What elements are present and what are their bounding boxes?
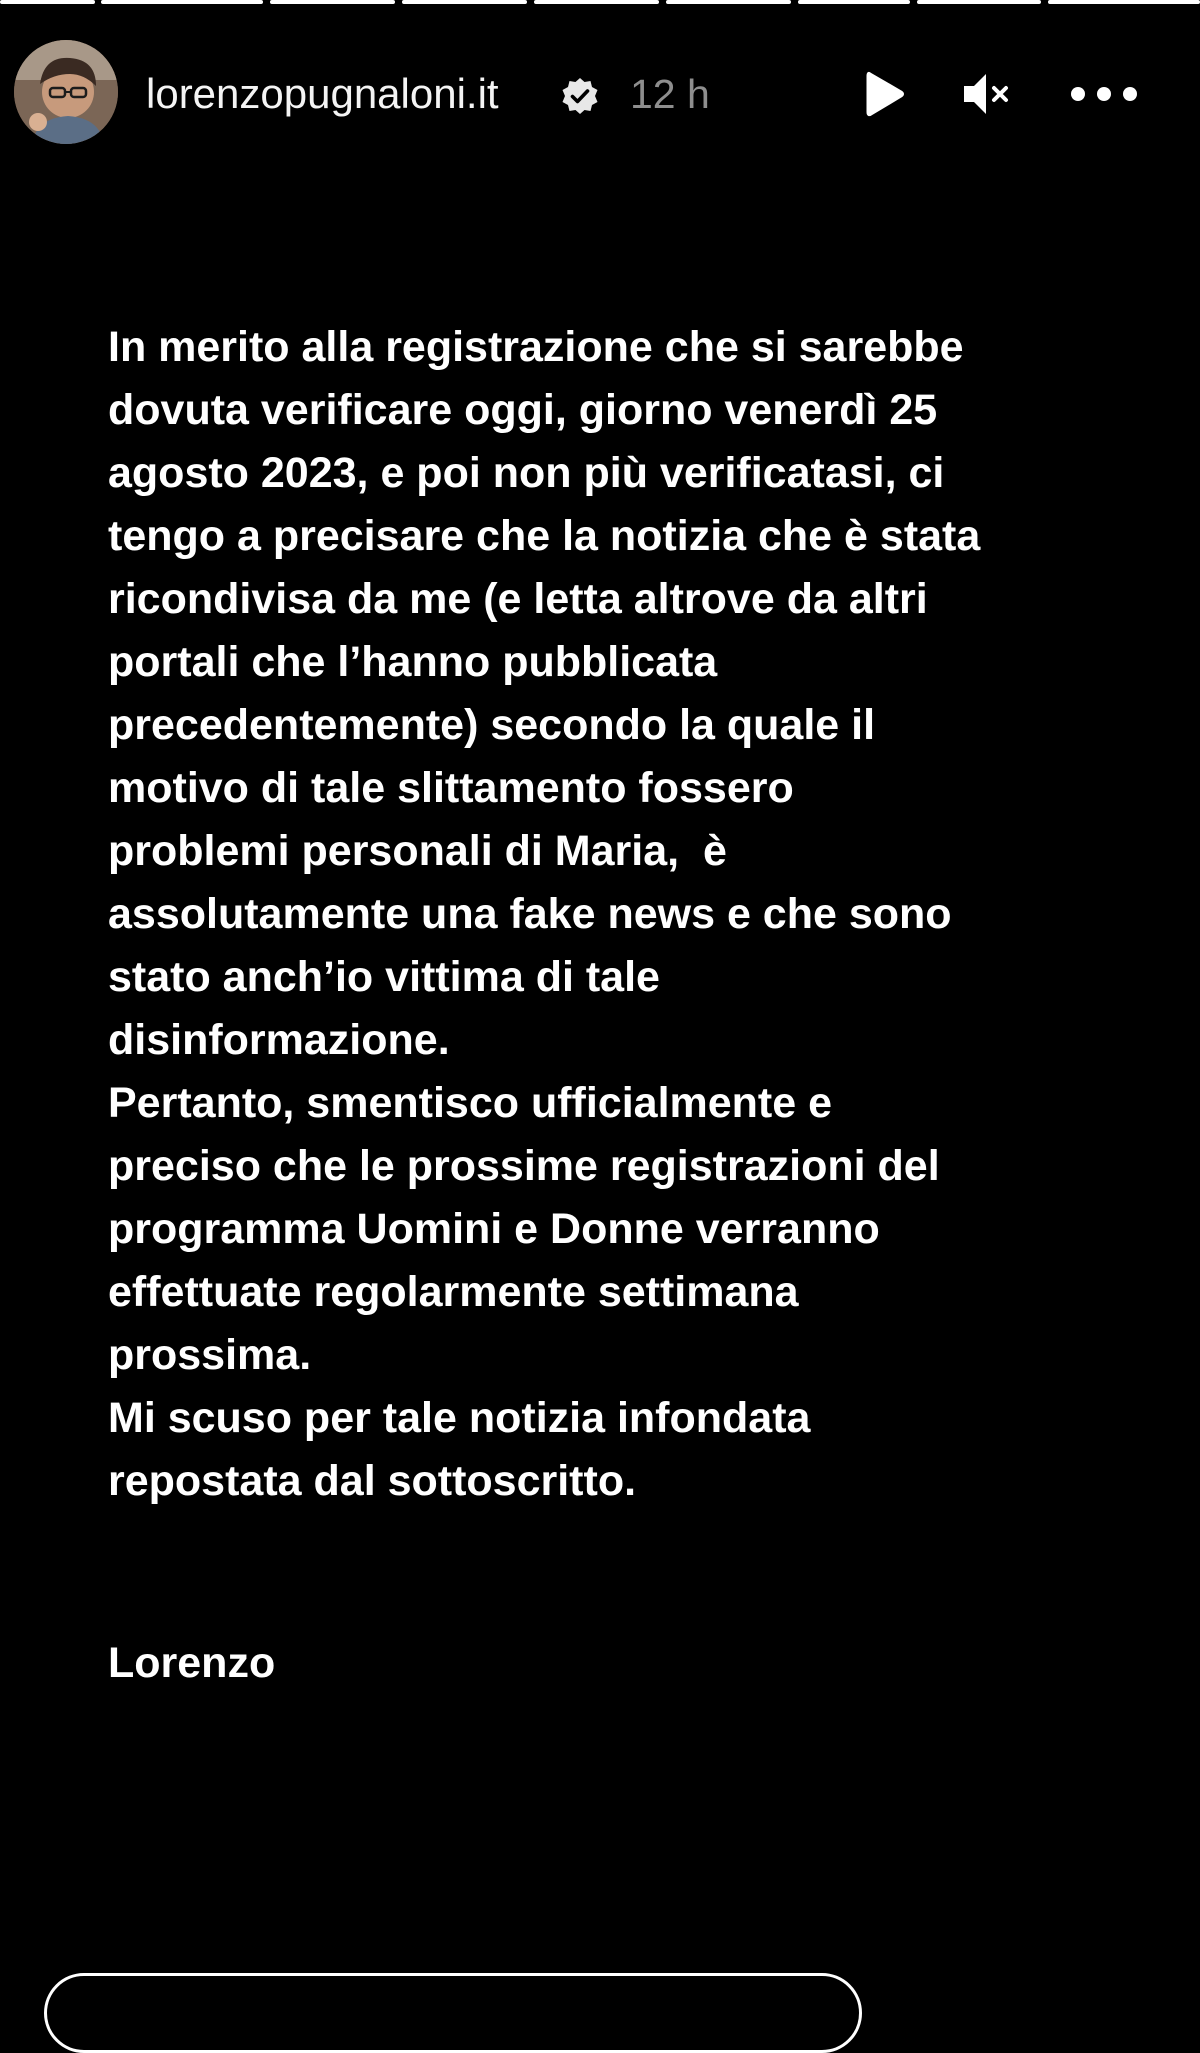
story-text-line: programma Uomini e Donne verranno — [108, 1205, 880, 1253]
story-text-line: dovuta verificare oggi, giorno venerdì 25 — [108, 386, 938, 434]
story-text — [108, 316, 1108, 1513]
story-header — [14, 40, 1180, 146]
play-icon — [854, 64, 914, 124]
mute-button[interactable] — [956, 64, 1016, 124]
story-text-line: agosto 2023, e poi non più verificatasi, ci — [108, 449, 945, 497]
story-progress-bar — [0, 0, 1200, 4]
story-text-line: repostata dal sottoscritto. — [108, 1457, 637, 1505]
more-horizontal-icon — [1064, 64, 1144, 124]
story-text-line: assolutamente una fake news e che sono — [108, 890, 952, 938]
story-text-line: precedentemente) secondo la quale il — [108, 701, 876, 749]
username[interactable]: lorenzopugnaloni.it — [146, 70, 499, 117]
story-progress-segment — [534, 0, 659, 4]
play-button[interactable] — [854, 64, 914, 124]
story-text-line: prossima. — [108, 1331, 312, 1379]
story-text-line: ricondivisa da me (e letta altrove da altri — [108, 575, 928, 623]
reply-input[interactable] — [44, 1973, 862, 2053]
story-text-line: In merito alla registrazione che si sarebbe — [108, 323, 964, 371]
story-progress-segment — [1048, 0, 1200, 4]
post-time: 12 h — [630, 71, 710, 117]
story-text-line: tengo a precisare che la notizia che è stata — [108, 512, 981, 560]
story-signature: Lorenzo — [108, 1639, 276, 1687]
muted-speaker-icon — [956, 64, 1016, 124]
story-text-line: disinformazione. — [108, 1016, 450, 1064]
avatar[interactable] — [14, 40, 118, 144]
verified-badge-icon — [560, 76, 600, 116]
story-text-line: portali che l’hanno pubblicata — [108, 638, 718, 686]
story-text-line: stato anch’io vittima di tale — [108, 953, 660, 1001]
story-progress-segment — [666, 0, 791, 4]
story-text-line: Mi scuso per tale notizia infondata — [108, 1394, 811, 1442]
story-text-line: preciso che le prossime registrazioni del — [108, 1142, 940, 1190]
story-progress-segment — [270, 0, 395, 4]
story-text-line: Pertanto, smentisco ufficialmente e — [108, 1079, 833, 1127]
more-options-button[interactable] — [1064, 64, 1144, 124]
story-progress-segment — [798, 0, 910, 4]
profile-photo-icon — [14, 40, 118, 144]
story-progress-segment — [402, 0, 527, 4]
story-text-line: motivo di tale slittamento fossero — [108, 764, 794, 812]
story-progress-segment — [0, 0, 95, 4]
story-progress-segment — [917, 0, 1041, 4]
story-progress-segment — [101, 0, 263, 4]
story-text-line: problemi personali di Maria, è — [108, 827, 727, 875]
story-text-line: effettuate regolarmente settimana — [108, 1268, 799, 1316]
